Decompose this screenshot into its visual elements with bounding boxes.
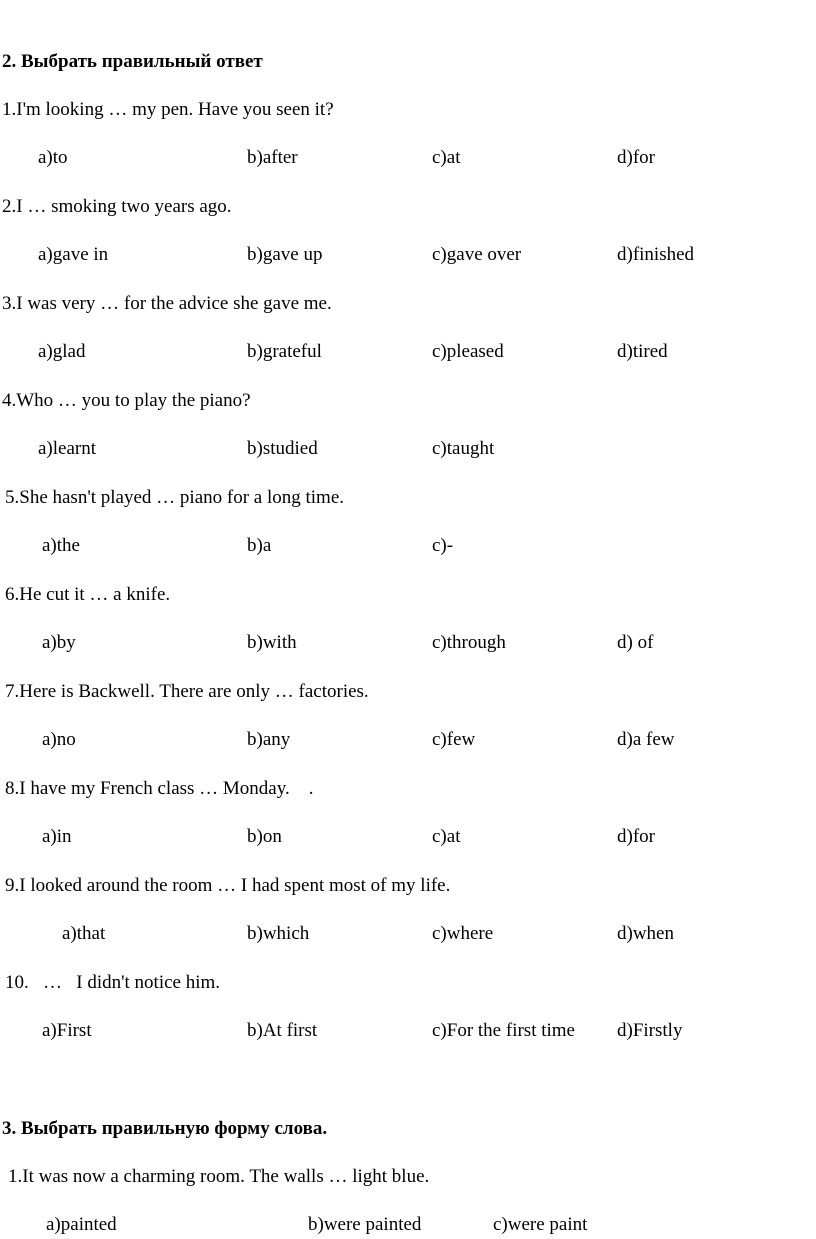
option-a: a)by	[42, 632, 76, 653]
option-b: b)gave up	[247, 244, 323, 265]
option-a: a)glad	[38, 341, 86, 362]
section-2-heading: 2. Выбрать правильный ответ	[2, 51, 263, 72]
question-7: 7.Here is Backwell. There are only … factories.	[5, 681, 369, 702]
option-a: a)gave in	[38, 244, 109, 265]
option-c: c)For the first time	[432, 1020, 575, 1041]
option-a: a)painted	[46, 1214, 117, 1235]
question-8: 8.I have my French class … Monday. .	[5, 778, 314, 799]
question-3: 3.I was very … for the advice she gave me.	[2, 293, 332, 314]
option-a: a)to	[38, 147, 68, 168]
question-1: 1.I'm looking … my pen. Have you seen it?	[2, 99, 334, 120]
option-b: b)were painted	[308, 1214, 422, 1235]
option-a: a)no	[42, 729, 76, 750]
option-c: c)through	[432, 632, 506, 653]
option-b: b)which	[247, 923, 310, 944]
option-a: a)learnt	[38, 438, 97, 459]
option-d: d) of	[617, 632, 654, 653]
option-c: c)at	[432, 826, 461, 847]
question-10: 10. … I didn't notice him.	[5, 972, 221, 993]
option-d: d)for	[617, 826, 655, 847]
option-c: c)were paint	[493, 1214, 588, 1235]
option-b: b)any	[247, 729, 291, 750]
section-3-heading: 3. Выбрать правильную форму слова.	[2, 1118, 328, 1139]
option-b: b)grateful	[247, 341, 322, 362]
option-c: c)pleased	[432, 341, 504, 362]
option-c: c)at	[432, 147, 461, 168]
option-b: b)on	[247, 826, 282, 847]
option-a: a)that	[62, 923, 106, 944]
question-3-1: 1.It was now a charming room. The walls … light blue.	[8, 1166, 430, 1187]
option-c: c)gave over	[432, 244, 522, 265]
option-c: c)-	[432, 535, 454, 556]
question-2: 2.I … smoking two years ago.	[2, 196, 232, 217]
option-a: a)First	[42, 1020, 92, 1041]
option-d: d)when	[617, 923, 674, 944]
option-b: b)after	[247, 147, 298, 168]
option-a: a)in	[42, 826, 72, 847]
option-c: c)taught	[432, 438, 495, 459]
question-6: 6.He cut it … a knife.	[5, 584, 171, 605]
option-a: a)the	[42, 535, 80, 556]
option-b: b)At first	[247, 1020, 318, 1041]
option-d: d)a few	[617, 729, 675, 750]
option-d: d)finished	[617, 244, 695, 265]
option-b: b)with	[247, 632, 297, 653]
option-d: d)for	[617, 147, 655, 168]
question-9: 9.I looked around the room … I had spent most of my life.	[5, 875, 451, 896]
question-5: 5.She hasn't played … piano for a long time.	[5, 487, 345, 508]
option-c: c)few	[432, 729, 476, 750]
option-b: b)studied	[247, 438, 318, 459]
question-4: 4.Who … you to play the piano?	[2, 390, 251, 411]
option-b: b)a	[247, 535, 272, 556]
option-d: d)tired	[617, 341, 668, 362]
option-c: c)where	[432, 923, 494, 944]
option-d: d)Firstly	[617, 1020, 683, 1041]
